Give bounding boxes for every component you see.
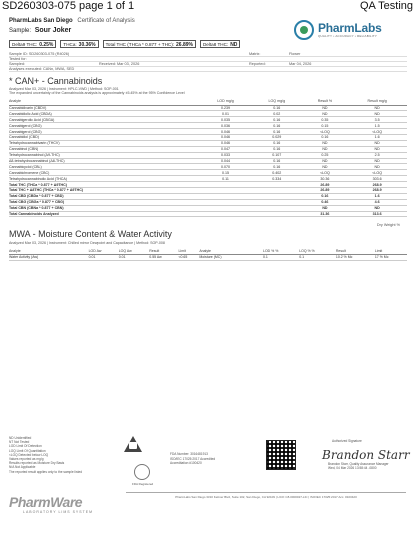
value-cell: 26.89	[303, 182, 348, 188]
value-cell: 30.36	[303, 176, 348, 182]
column-header: Analyte	[9, 97, 200, 105]
column-header: LOD mg/g	[200, 97, 251, 105]
value-cell: 0.033	[200, 152, 251, 158]
column-header: Result mg/g	[347, 97, 407, 105]
value-cell: 303.6	[347, 176, 407, 182]
value-cell: 313.6	[347, 211, 407, 217]
analyte-cell: Cannabichromene (CBC)	[9, 170, 200, 176]
value-cell: 0.16	[251, 146, 303, 152]
certificate-footer	[6, 430, 410, 538]
value-cell: ND	[347, 164, 407, 170]
analyte-cell: Tetrahydrocannabivarin (THCV)	[9, 140, 200, 146]
value-cell: 0.046	[200, 129, 251, 135]
fda-seal-icon	[134, 464, 150, 480]
pharmware-logo	[9, 494, 93, 514]
sample-label: Sample:	[9, 28, 32, 34]
value-cell: 0.25	[303, 152, 348, 158]
cannabinoids-uncertainty: The expanded uncertainty of the Cannabinoids analysis is approximately ±5.45% at the 95% Confidence Level	[9, 91, 185, 95]
fda-label: FDA Registered	[132, 482, 154, 486]
column-header: Result	[336, 248, 375, 254]
value-cell: 0.16	[251, 117, 303, 123]
cannabinoids-title: * CAN+ - Cannabinoids	[9, 76, 103, 86]
analyte-cell: Total CBD (CBDa * 0.877 + CBD)	[9, 193, 200, 199]
analyte-cell: Total THC + Δ8THC (THCa * 0.877 + Δ9THC)	[9, 187, 200, 193]
lab-name: PharmLabs San Diego	[9, 18, 73, 24]
value-cell	[251, 211, 303, 217]
value-cell: 0.16	[303, 193, 348, 199]
value-cell: ND	[303, 140, 348, 146]
value-cell: 0.046	[200, 140, 251, 146]
analyte-cell: Total CBN (CBNa * 0.877 + CBN)	[9, 205, 200, 211]
signature-label: Authorized Signature	[332, 439, 362, 443]
value-cell: <LOQ	[303, 170, 348, 176]
value-cell: 0.01	[200, 111, 251, 117]
column-header: LOQ mg/g	[251, 97, 303, 105]
value-cell: 26.89	[303, 187, 348, 193]
value-cell: 0.46	[303, 199, 348, 205]
brand-subtitle: LABORATORY LIMS SYSTEM	[23, 510, 93, 514]
sample-info	[9, 52, 407, 72]
value-cell: 0.029	[251, 134, 303, 140]
cannabinoids-table	[9, 97, 407, 217]
analyte-cell: Cannabigerolic Acid (CBGA)	[9, 117, 200, 123]
document-title: SD260303-075 page 1 of 1	[2, 0, 135, 12]
value-cell: ND	[347, 146, 407, 152]
value-cell: 0.070	[200, 164, 251, 170]
pharmlabs-logo	[294, 20, 404, 42]
info-row: Analyses executed: CANn, MWA, SED	[9, 67, 407, 72]
analyte-cell: Cannabicyclol (CBL)	[9, 164, 200, 170]
value-cell: 1.6	[347, 193, 407, 199]
sample-heading	[9, 27, 71, 34]
value-cell: 0.16	[303, 134, 348, 140]
column-header: Result	[149, 248, 178, 254]
value-cell: ND	[347, 205, 407, 211]
column-header: Analyte	[9, 248, 89, 254]
value-cell: <LOQ	[347, 170, 407, 176]
analyte-cell: Total CBG (CBGa * 0.877 + CBG)	[9, 199, 200, 205]
logo-tagline: QUALITY • ACCURACY • RELIABILITY	[318, 34, 378, 38]
summary-pill: THCa: 30.36%	[60, 40, 98, 48]
summary-pill: Total THC (THCa * 0.877 + THC): 26.89%	[103, 40, 196, 48]
column-header: Analyte	[199, 248, 263, 254]
value-cell: 0.35	[303, 117, 348, 123]
value-cell: 0.15	[200, 170, 251, 176]
brand-name: PharmWare	[9, 494, 83, 510]
info-row: Sample ID: SD260303-075 (R4026) Matrix: Flower	[9, 52, 407, 57]
value-cell	[200, 211, 251, 217]
value-cell: 0.044	[200, 158, 251, 164]
signature: Brandon Starr	[322, 448, 410, 462]
value-cell: ND	[347, 105, 407, 111]
value-cell: ND	[303, 105, 348, 111]
value-cell: ND	[303, 146, 348, 152]
value-cell: 0.02	[251, 111, 303, 117]
qa-testing-label: QA Testing	[360, 0, 413, 12]
info-row: Sampled: Received: Mar 03, 2026 Reported: Mar 04, 2026	[9, 62, 407, 67]
column-header: LOD Aw	[89, 248, 119, 254]
value-cell: ND	[303, 158, 348, 164]
value-cell: ND	[347, 140, 407, 146]
cannabinoids-method: Analyzed Mar 03, 2026 | Instrument: HPLC-VWD | Method: SOP-001	[9, 87, 119, 91]
logo-name: PharmLabs	[318, 21, 382, 35]
value-cell: 0.16	[251, 164, 303, 170]
lab-header	[9, 18, 135, 24]
column-header: LOD % %	[263, 248, 299, 254]
value-cell: ND	[347, 158, 407, 164]
value-cell: 1.5	[347, 123, 407, 129]
value-cell: 0.334	[251, 176, 303, 182]
potency-summary	[9, 40, 240, 48]
analyte-cell: Tetrahydrocannabinolic Acid (THCA)	[9, 176, 200, 182]
value-cell: 268.9	[347, 182, 407, 188]
info-row: Tested for:	[9, 57, 407, 62]
value-cell: 0.402	[251, 170, 303, 176]
top-bar	[0, 0, 416, 14]
column-header: Limit	[178, 248, 199, 254]
value-cell: 0.046	[200, 134, 251, 140]
value-cell: <LOQ	[347, 129, 407, 135]
value-cell: 0.16	[251, 140, 303, 146]
value-cell: 3.5	[347, 117, 407, 123]
value-cell: ND	[303, 164, 348, 170]
column-header: LOQ % %	[299, 248, 336, 254]
logo-mark-icon	[294, 20, 314, 40]
value-cell: 0.16	[251, 129, 303, 135]
analyte-cell: Cannabinol (CBN)	[9, 146, 200, 152]
value-cell: 4.6	[347, 199, 407, 205]
column-header: Limit	[375, 248, 407, 254]
lab-address: PharmLabs San Diego 3310 Kettner Blvd, Suite 102, San Diego, CA 92109 | LIC#: C8-0000027-LIC | ISO/IEC 17025:2017 Acc. #100420	[175, 495, 357, 499]
value-cell: 0.107	[251, 152, 303, 158]
summary-pill: Delta9 THC: 0.25%	[9, 40, 56, 48]
value-cell: 0.239	[200, 105, 251, 111]
value-cell: 0.16	[251, 105, 303, 111]
analyte-cell: Cannabidiol (CBD)	[9, 134, 200, 140]
analyte-cell: Total THC (THCa * 0.877 + Δ9THC)	[9, 182, 200, 188]
value-cell: ND	[303, 205, 348, 211]
value-cell: 0.16	[251, 123, 303, 129]
table-row: Water Activity (Aw) 0.01 0.01 0.55 Aw <0.65 Moisture (MC) 0.1 0.1 10.2 % Mc 17 % Mc	[9, 254, 407, 260]
value-cell: <LOQ	[303, 129, 348, 135]
abbreviation-legend: ND Unidentified NT Not Tested LOD Limit Of Detection LOQ Limit Of Quantitation <LOQ Detected below LOQ Values reported as mg/g Results reported as Moisture Dry Basis N/A Not Applicable The reported result applies only to the sample listed	[9, 436, 82, 474]
value-cell: 0.036	[200, 123, 251, 129]
analyte-cell: Cannabidivarin (CBDV)	[9, 105, 200, 111]
value-cell: 268.9	[347, 187, 407, 193]
value-cell: 2.5	[347, 152, 407, 158]
analyte-cell: Cannabidiolic Acid (CBDA)	[9, 111, 200, 117]
sample-name: Sour Joker	[34, 27, 72, 34]
accreditation-info: FDA Number: 3016481913 ISO/IEC 17025:2017 Accredited Accreditation #100420	[170, 452, 216, 466]
dry-weight-note: Dry Weight %	[376, 223, 400, 227]
value-cell: ND	[303, 111, 348, 117]
table-header-row	[9, 97, 407, 105]
value-cell: 1.6	[347, 134, 407, 140]
table-row	[9, 211, 407, 217]
summary-pill: Delta8 THC: ND	[200, 40, 240, 48]
value-cell: 0.16	[251, 158, 303, 164]
analyte-cell: Cannabigerol (CBG)	[9, 129, 200, 135]
value-cell: ND	[347, 111, 407, 117]
mwa-method: Analyzed Mar 03, 2026 | Instrument: Chilled mirror Dewpoint and Capacitance | Method: SOP-008	[9, 241, 165, 245]
analyte-cell: Cannabigerol (CBG)	[9, 123, 200, 129]
value-cell: 0.11	[200, 176, 251, 182]
analyte-cell: Total Cannabinoids Analyzed	[9, 211, 200, 217]
analyte-cell: Δ8-tetrahydrocannabinol (Δ8-THC)	[9, 158, 200, 164]
column-header: Result %	[303, 97, 348, 105]
certificate-sheet	[6, 16, 410, 538]
value-cell: 0.047	[200, 146, 251, 152]
analyte-cell: Tetrahydrocannabinol (Δ9-THC)	[9, 152, 200, 158]
mwa-title: MWA - Moisture Content & Water Activity	[9, 229, 172, 239]
value-cell: 0.035	[200, 117, 251, 123]
value-cell: 0.15	[303, 123, 348, 129]
column-header: LOQ Aw	[119, 248, 150, 254]
value-cell: 31.36	[303, 211, 348, 217]
accreditation-triangle-icon	[124, 436, 142, 452]
footer-divider	[126, 492, 406, 493]
qr-code-icon[interactable]	[266, 440, 296, 470]
signatory: Brandon Starr, Quality Assurance Manager Wed, 04 Mar 2026 13:58:44 -0800	[328, 462, 389, 471]
document-type: Certificate of Analysis	[77, 18, 135, 24]
mwa-table	[9, 248, 407, 261]
